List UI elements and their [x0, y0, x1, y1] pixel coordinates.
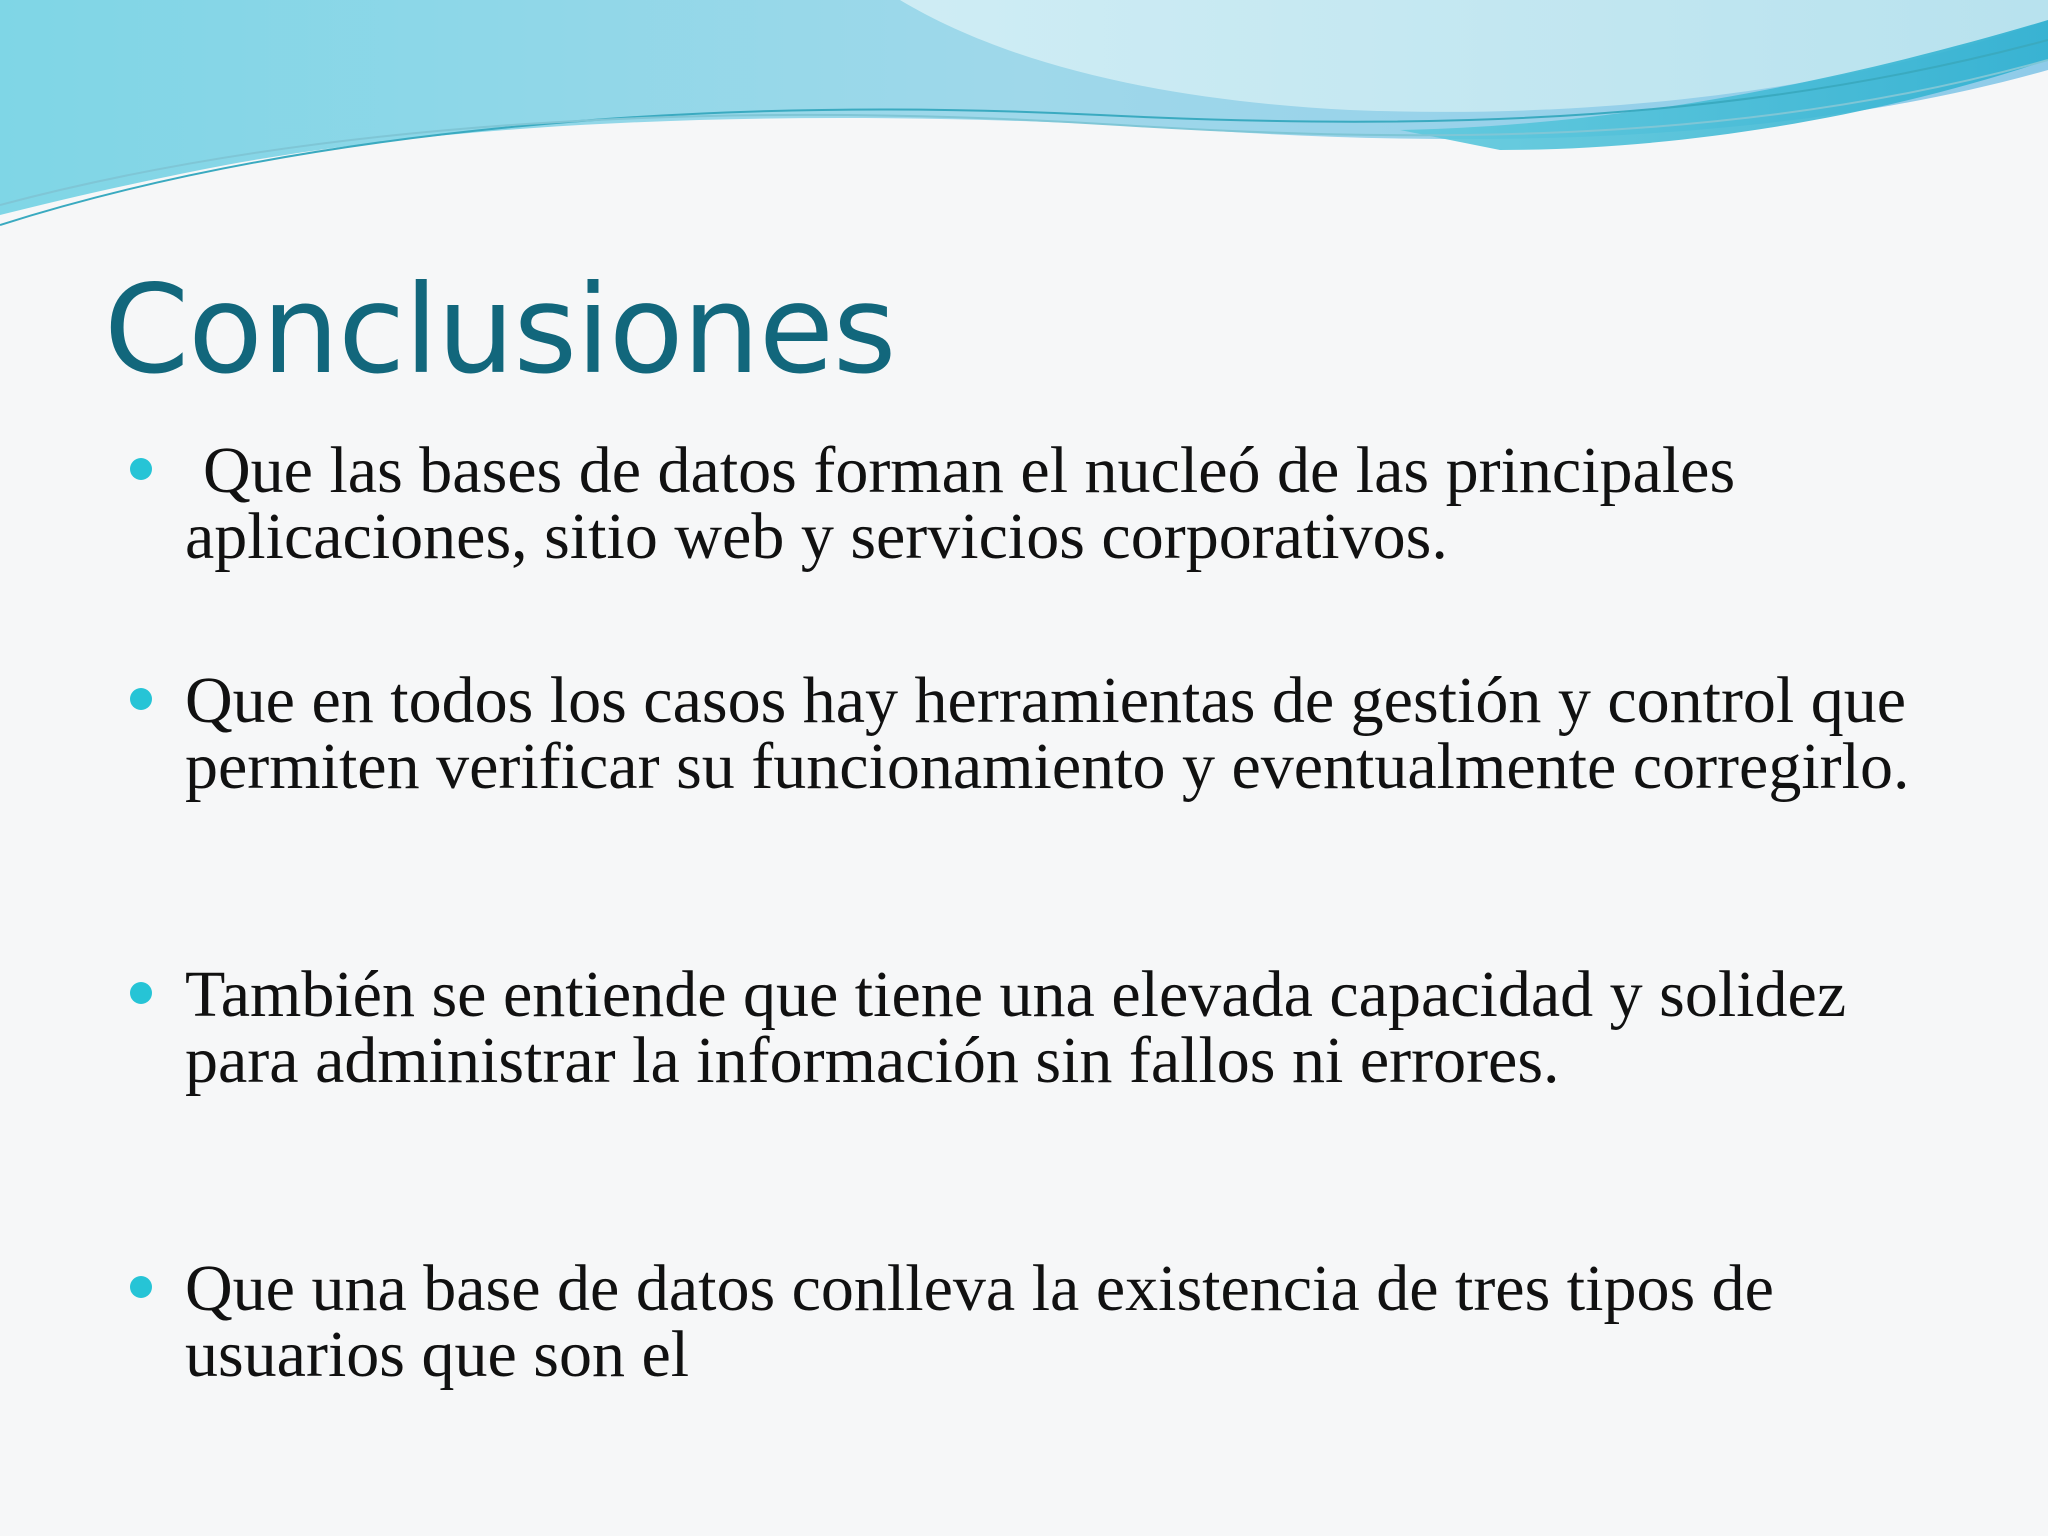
bullet-dot-icon — [130, 458, 152, 480]
slide-title: Conclusiones — [104, 259, 896, 401]
bullet-dot-icon — [130, 982, 152, 1004]
bullet-text: Que una base de datos conlleva la existencia de tres tipos de usuarios que son el — [185, 1252, 1774, 1391]
bullet-text: Que las bases de datos forman el nucleó de las principales aplicaciones, sitio web y servicios corporativos. — [185, 434, 1736, 573]
wave-banner — [0, 0, 2048, 240]
bullet-text: También se entiende que tiene una elevada capacidad y solidez para administrar la información sin fallos ni errores. — [185, 958, 1847, 1097]
bullet-text: Que en todos los casos hay herramientas de gestión y control que permiten verificar su funcionamiento y eventualmente corregirlo. — [185, 664, 1910, 803]
bullet-dot-icon — [130, 688, 152, 710]
bullet-dot-icon — [130, 1276, 152, 1298]
